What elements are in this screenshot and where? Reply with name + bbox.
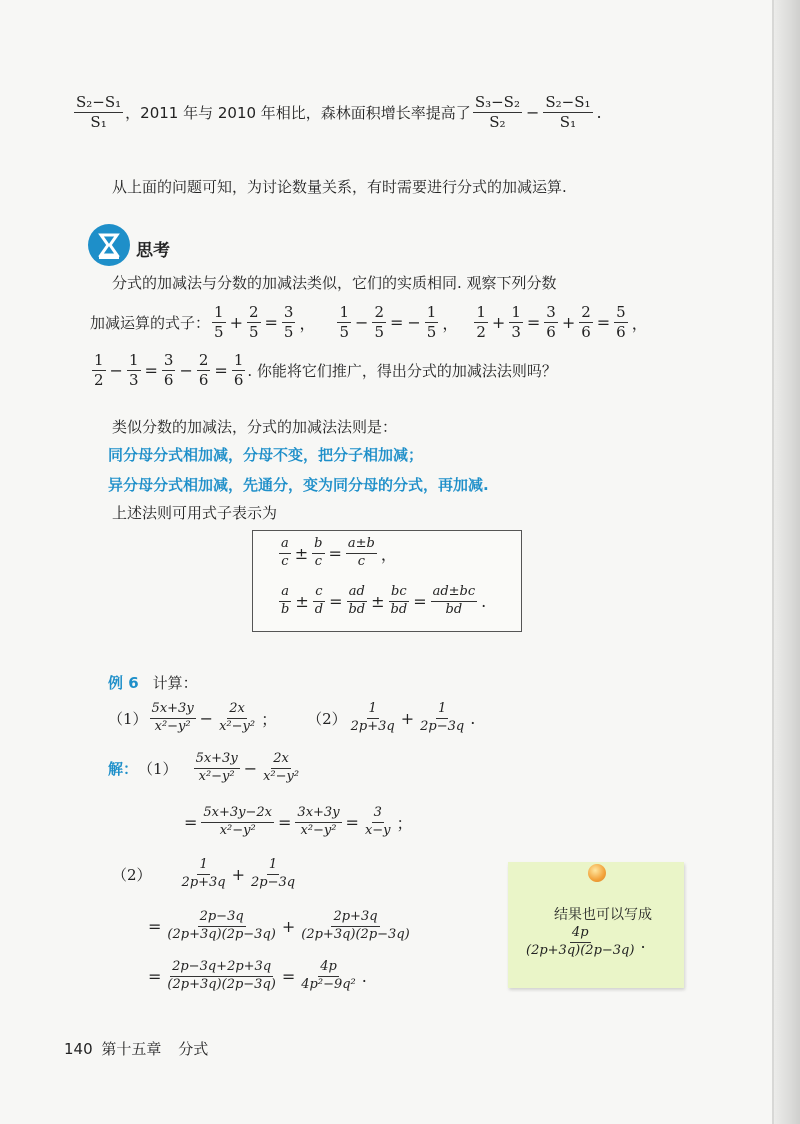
think-paragraph-1: 分式的加减法与分数的加减法类似，它们的实质相同. 观察下列分数 [112,274,557,292]
fraction: $\frac{2}{5}$ [374,303,384,342]
fraction: $\frac{1}{2p-3q}$ [251,857,296,890]
page-edge-line [772,0,774,1124]
formula-lead: 上述法则可用式子表示为 [112,504,278,522]
note-formula: $\frac{4p}{(2p+3q)(2p-3q)}$ . [526,925,646,958]
fraction: $\frac{c}{d}$ [314,584,324,617]
fraction: $\frac{5x+3y}{\text{x²−y²}}$ [195,751,238,784]
fraction: $\frac{1}{5}$ [339,303,350,342]
fraction: $\frac{3x+3y}{\text{x²−y²}}$ [297,805,340,838]
fraction: $\frac{4p}{\text{4p²−9q²}}$ [301,959,356,992]
formula-different-denominator: $\frac{a}{b}$ ± $\frac{c}{d}$ = $\frac{ad}{bd}$ ± $\frac{bc}{bd}$ = $\frac{ad\pm bc}{bd}$ . [281,584,487,617]
think-paragraph-3: $\frac{1}{2}$ − $\frac{1}{3}$ = $\frac{3}{6}$ − $\frac{2}{6}$ = $\frac{1}{6}$ . 你能将它们推广，得出分式的加减法法则吗？ [94,351,557,390]
solution-part2-line1: （2） $\frac{1}{2p+3q}$ + $\frac{1}{2p-3q}$ [112,857,296,890]
rule-lead: 类似分数的加减法，分式的加减法法则是： [112,418,398,436]
note-text: 结果也可以写成 [554,907,652,923]
fraction: $\frac{1}{2p+3q}$ [350,701,395,734]
fraction: $\frac{2p-3q+2p+3q}{(2p+3q)(2p-3q)}$ [167,959,276,992]
solution-part2-line3: = $\frac{2p-3q+2p+3q}{(2p+3q)(2p-3q)}$ = $\frac{4p}{\text{4p²−9q²}}$ . [148,959,367,992]
fraction: $\frac{5x+3y}{\text{x²−y²}}$ [151,701,194,734]
example6-problems: （1） $\frac{5x+3y}{\text{x²−y²}}$ − $\frac{2x}{\text{x²−y²}}$ ； （2） $\frac{1}{2p+3q}$ + $\frac{1}{2p-3q}$ . [108,701,476,734]
fraction: $\frac{1}{5}$ [426,303,437,342]
fraction: $\frac{2}{6}$ [581,303,591,342]
chapter-title: 分式 [178,1040,209,1058]
example6-heading [108,672,198,693]
page-number: 140 [64,1040,93,1058]
formula-same-denominator: $\frac{a}{c}$ ± $\frac{b}{c}$ = $\frac{a\pm b}{c}$ ， [281,536,397,569]
fraction: $\frac{4p}{(2p+3q)(2p-3q)}$ [526,925,635,958]
rule-different-denominator: 异分母分式相加减，先通分，变为同分母的分式，再加减. [108,476,489,494]
fraction: $\frac{1}{2p+3q}$ [181,857,226,890]
fraction: $\frac{1}{2p-3q}$ [420,701,465,734]
fraction: $\frac{5x+3y-2x}{\text{x²−y²}}$ [203,805,273,838]
think-paragraph-2: 加减运算的式子： $\frac{1}{5}$ + $\frac{2}{5}$ = $\frac{3}{5}$ ， $\frac{1}{5}$ − $\frac{2}{5}$ = − $\frac{1}{5}$ ， $\frac{1}{2}$ + $\frac{1}{3}$ = $\frac{3}{6}$ + $\frac{2}{6}$ = $\frac{5}{6}$ ， [90,303,648,342]
fraction: $\frac{a}{b}$ [281,584,290,617]
fraction: $\frac{2}{5}$ [248,303,259,342]
fraction: $\frac{1}{3}$ [511,303,521,342]
formula-box [252,530,522,632]
solution-part1-line2: = $\frac{5x+3y-2x}{\text{x²−y²}}$ = $\frac{3x+3y}{\text{x²−y²}}$ = $\frac{3}{x-y}$ ； [184,805,413,838]
fraction: $\frac{a}{c}$ [281,536,289,569]
think-label: 思考 [136,241,170,261]
fraction: $\frac{2x}{\text{x²−y²}}$ [219,701,256,734]
fraction-s2-s1-over-s1: $\frac{\text{S₂−S₁}}{\text{S₁}}$ [76,93,122,132]
rule-same-denominator: 同分母分式相加减，分母不变，把分子相加减； [108,446,424,464]
fraction: $\frac{2p-3q}{(2p+3q)(2p-3q)}$ [167,909,276,942]
example6-label: 例 6 [108,674,139,692]
fraction: $\frac{2x}{\text{x²−y²}}$ [263,751,300,784]
fraction: $\frac{a\pm b}{c}$ [347,536,375,569]
fraction: $\frac{1}{5}$ [214,303,224,342]
fraction: $\frac{bc}{bd}$ [390,584,408,617]
fraction: $\frac{3}{6}$ [163,351,174,390]
intro-paragraph: 从上面的问题可知，为讨论数量关系，有时需要进行分式的加减运算. [112,178,567,196]
solution-part1-line1: 解： （1） $\frac{5x+3y}{\text{x²−y²}}$ − $\frac{2x}{\text{x²−y²}}$ [108,751,300,784]
fraction: $\frac{ad\pm bc}{bd}$ [432,584,476,617]
example6-title: 计算： [152,674,198,692]
growth-rate-text: ，2011 年与 2010 年相比，森林面积增长率提高了 [125,104,471,123]
fraction: $\frac{1}{3}$ [128,351,139,390]
fraction: $\frac{5}{6}$ [616,303,626,342]
fraction-s2-s1-over-s1-b: $\frac{\text{S₂−S₁}}{\text{S₁}}$ [545,93,591,132]
pushpin-icon [588,864,606,882]
fraction: $\frac{2}{6}$ [198,351,209,390]
fraction: $\frac{b}{c}$ [314,536,323,569]
fraction: $\frac{1}{2}$ [94,351,104,390]
fraction: $\frac{ad}{bd}$ [348,584,366,617]
think-icon [88,224,130,266]
page-footer [64,1038,208,1059]
chapter-label: 第十五章 [101,1040,162,1058]
solution-part2-line2: = $\frac{2p-3q}{(2p+3q)(2p-3q)}$ + $\frac{2p+3q}{(2p+3q)(2p-3q)}$ [148,909,410,942]
fraction: $\frac{1}{6}$ [233,351,244,390]
growth-rate-line: $\frac{\text{S₂−S₁}}{\text{S₁}}$ ，2011 年与 2010 年相比，森林面积增长率提高了 $\frac{\text{S₃−S₂}}{\text{S₂}}$ − $\frac{\text{S₂−S₁}}{\text{S₁}}$ . [76,93,602,132]
fraction: $\frac{3}{5}$ [283,303,294,342]
fraction: $\frac{3}{x-y}$ [364,805,391,838]
fraction: $\frac{3}{6}$ [546,303,556,342]
page-edge-shadow [774,0,800,1124]
fraction-s3-s2-over-s2: $\frac{\text{S₃−S₂}}{\text{S₂}}$ [474,93,520,132]
solution-label: 解： [108,759,139,778]
fraction: $\frac{2p+3q}{(2p+3q)(2p-3q)}$ [301,909,410,942]
fraction: $\frac{1}{2}$ [476,303,486,342]
